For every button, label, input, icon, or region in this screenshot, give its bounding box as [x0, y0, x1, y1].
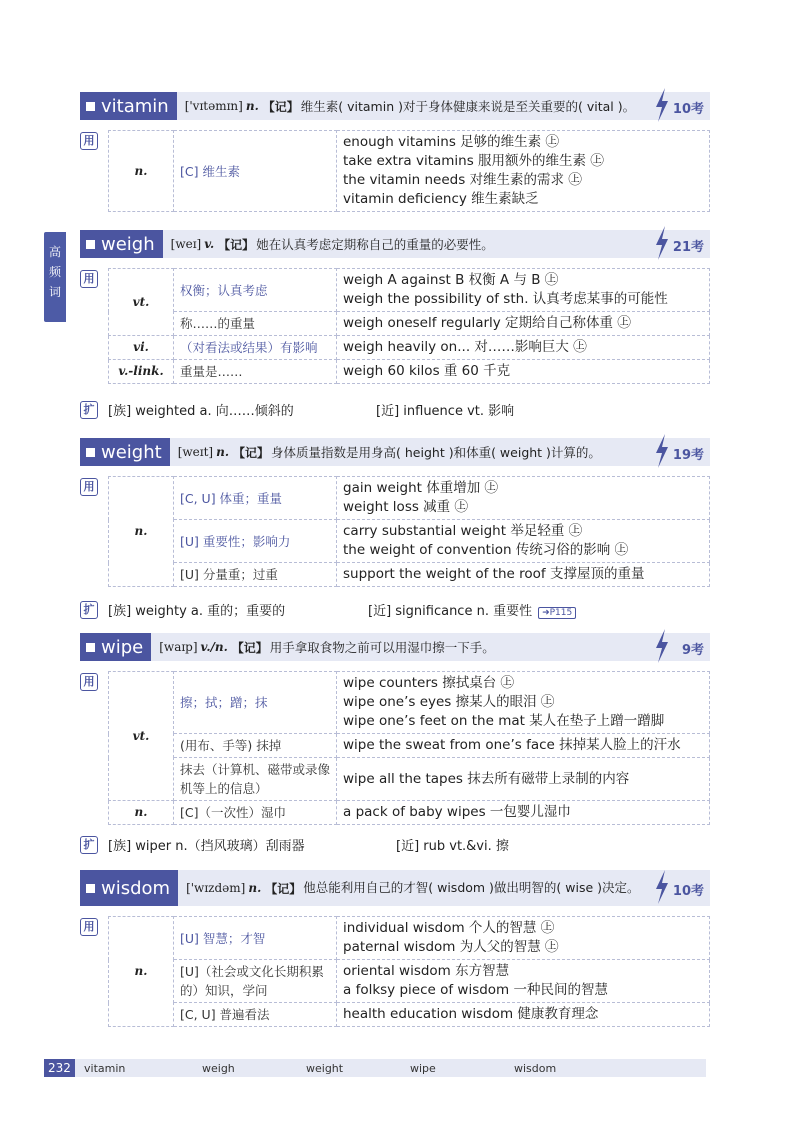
- entry-header: [80, 438, 710, 466]
- headword: weight: [80, 438, 170, 466]
- footer-word[interactable]: vitamin: [84, 1061, 126, 1075]
- extension-line: [80, 835, 710, 854]
- row-pos: n.: [109, 917, 174, 1027]
- row-examples: [337, 960, 710, 1003]
- table-row: [109, 801, 710, 825]
- pronunciation: ['wɪzdəm]: [186, 881, 246, 895]
- example: a pack of baby wipes 一包婴儿湿巾: [343, 804, 571, 820]
- footer-word[interactable]: weight: [306, 1061, 344, 1075]
- row-pos: vi.: [109, 336, 174, 360]
- row-meaning: （对看法或结果）有影响: [174, 336, 337, 360]
- usage-table: [108, 268, 710, 384]
- pronunciation: [waɪp]: [159, 640, 198, 654]
- usage-table: [108, 916, 710, 1027]
- headword: vitamin: [80, 92, 177, 120]
- example: carry substantial weight 举足轻重 ㊤: [343, 523, 583, 539]
- row-meaning: [C] 维生素: [174, 131, 337, 212]
- row-meaning: [C, U] 普遍看法: [174, 1003, 337, 1027]
- row-meaning: [U]（社会或文化长期积累的）知识，学问: [174, 960, 337, 1003]
- row-examples: [337, 269, 710, 312]
- lightning-icon: [654, 226, 670, 260]
- family-word: [族] weighty a. 重的；重要的: [108, 604, 286, 619]
- section-tab-label: 高频词: [48, 245, 61, 299]
- part-of-speech: n.: [245, 99, 259, 113]
- family-word: [族] weighted a. 向……倾斜的: [108, 404, 294, 419]
- usage-table: [108, 476, 710, 587]
- row-meaning: [U] 分量重；过重: [174, 563, 337, 587]
- table-row: [109, 563, 710, 587]
- table-row: [109, 672, 710, 734]
- exam-count: 10考: [672, 102, 704, 117]
- table-row: [109, 520, 710, 563]
- row-pos: n.: [109, 131, 174, 212]
- example: wipe counters 擦拭桌台 ㊤: [343, 675, 515, 691]
- table-row: [109, 917, 710, 960]
- table-row: [109, 758, 710, 801]
- usage-table: [108, 130, 710, 212]
- memo-tag: 【记】: [265, 881, 302, 896]
- exam-count: 10考: [672, 884, 704, 899]
- page-ref-badge[interactable]: ➜P115: [538, 607, 576, 619]
- example: take extra vitamins 服用额外的维生素 ㊤: [343, 153, 604, 169]
- row-meaning: 抹去（计算机、磁带或录像机等上的信息）: [174, 758, 337, 801]
- entry-weight: [80, 438, 710, 619]
- example: gain weight 体重增加 ㊤: [343, 480, 499, 496]
- row-meaning: 称……的重量: [174, 312, 337, 336]
- row-examples: [337, 734, 710, 758]
- extension-line: [80, 600, 710, 619]
- entry-header: [80, 230, 710, 258]
- row-meaning: [U] 重要性；影响力: [174, 520, 337, 563]
- example: support the weight of the roof 支撑屋顶的重量: [343, 566, 645, 582]
- memo-tag: 【记】: [218, 237, 255, 252]
- use-icon: 用: [80, 918, 98, 936]
- use-icon: 用: [80, 270, 98, 288]
- row-examples: [337, 1003, 710, 1027]
- example: paternal wisdom 为人父的智慧 ㊤: [343, 939, 559, 955]
- entry-header: [80, 870, 710, 906]
- lightning-icon: [654, 88, 670, 122]
- pronunciation: ['vɪtəmɪn]: [184, 99, 243, 113]
- table-row: [109, 734, 710, 758]
- example: vitamin deficiency 维生素缺乏: [343, 191, 539, 207]
- example: weigh heavily on... 对……影响巨大 ㊤: [343, 339, 587, 355]
- row-meaning: (用布、手等) 抹掉: [174, 734, 337, 758]
- row-pos: vt.: [109, 672, 174, 801]
- row-pos: n.: [109, 801, 174, 825]
- memo-text: 她在认真考虑定期称自己的重量的必要性。: [256, 237, 494, 252]
- table-row: [109, 1003, 710, 1027]
- page-footer: [44, 1059, 706, 1077]
- row-examples: [337, 917, 710, 960]
- pronunciation: [weɪt]: [177, 445, 214, 459]
- example: wipe the sweat from one’s face 抹掉某人脸上的汗水: [343, 737, 681, 753]
- extension-line: [80, 400, 710, 419]
- near-word: [近] rub vt.&vi. 擦: [396, 839, 509, 854]
- lightning-icon: [654, 870, 670, 904]
- extension-icon: 扩: [80, 601, 98, 619]
- use-icon: 用: [80, 478, 98, 496]
- memo-text: 维生素( vitamin )对于身体健康来说是至关重要的( vital )。: [300, 99, 636, 114]
- row-pos: vt.: [109, 269, 174, 336]
- entry-header: [80, 92, 710, 120]
- example: health education wisdom 健康教育理念: [343, 1006, 599, 1022]
- near-word: [近] influence vt. 影响: [376, 404, 515, 419]
- row-meaning: 权衡；认真考虑: [174, 269, 337, 312]
- headword: weigh: [80, 230, 163, 258]
- entry-vitamin: [80, 92, 710, 207]
- use-icon: 用: [80, 673, 98, 691]
- row-examples: [337, 360, 710, 384]
- table-row: [109, 360, 710, 384]
- row-examples: [337, 131, 710, 212]
- entry-weigh: [80, 230, 710, 419]
- example: weigh oneself regularly 定期给自己称体重 ㊤: [343, 315, 631, 331]
- exam-count: 21考: [672, 240, 704, 255]
- row-examples: [337, 520, 710, 563]
- exam-count: 19考: [672, 448, 704, 463]
- headword: wisdom: [80, 870, 178, 906]
- table-row: [109, 131, 710, 212]
- footer-word[interactable]: wisdom: [514, 1061, 557, 1075]
- example: a folksy piece of wisdom 一种民间的智慧: [343, 982, 609, 998]
- table-row: [109, 312, 710, 336]
- memo-tag: 【记】: [231, 640, 268, 655]
- example: enough vitamins 足够的维生素 ㊤: [343, 134, 559, 150]
- example: wipe one’s feet on the mat 某人在垫子上蹭一蹭脚: [343, 713, 665, 729]
- extension-icon: 扩: [80, 836, 98, 854]
- example: wipe all the tapes 抹去所有磁带上录制的内容: [343, 770, 630, 787]
- exam-count: 9考: [681, 643, 704, 658]
- memo-tag: 【记】: [233, 445, 270, 460]
- memo-text: 用手拿取食物之前可以用湿巾擦一下手。: [269, 640, 495, 655]
- row-pos: n.: [109, 477, 174, 587]
- table-row: [109, 960, 710, 1003]
- entry-wipe: [80, 633, 710, 854]
- row-meaning: 重量是……: [174, 360, 337, 384]
- memo-text: 身体质量指数是用身高( height )和体重( weight )计算的。: [271, 445, 601, 460]
- row-examples: [337, 758, 710, 801]
- example: the weight of convention 传统习俗的影响 ㊤: [343, 542, 629, 558]
- extension-icon: 扩: [80, 401, 98, 419]
- headword: wipe: [80, 633, 151, 661]
- row-examples: [337, 477, 710, 520]
- family-word: [族] wiper n.（挡风玻璃）刮雨器: [108, 839, 305, 854]
- pronunciation: [weɪ]: [170, 237, 202, 251]
- row-meaning: [C]（一次性）湿巾: [174, 801, 337, 825]
- example: wipe one’s eyes 擦某人的眼泪 ㊤: [343, 694, 555, 710]
- part-of-speech: v.: [204, 237, 215, 251]
- example: individual wisdom 个人的智慧 ㊤: [343, 920, 555, 936]
- lightning-icon: [654, 629, 670, 663]
- table-row: [109, 269, 710, 312]
- memo-text: 他总能利用自己的才智( wisdom )做出明智的( wise )决定。: [303, 880, 640, 895]
- entry-header: [80, 633, 710, 661]
- section-tab: [44, 232, 66, 322]
- memo-tag: 【记】: [262, 99, 299, 114]
- table-row: [109, 336, 710, 360]
- use-icon: 用: [80, 132, 98, 150]
- row-examples: [337, 563, 710, 587]
- row-examples: [337, 801, 710, 825]
- near-word-group: [368, 600, 576, 619]
- lightning-icon: [654, 434, 670, 468]
- row-meaning: 擦；拭；蹭；抹: [174, 672, 337, 734]
- example: weigh A against B 权衡 A 与 B ㊤: [343, 272, 559, 288]
- example: oriental wisdom 东方智慧: [343, 963, 510, 979]
- part-of-speech: v./n.: [200, 640, 228, 654]
- page-number: 232: [44, 1059, 75, 1077]
- example: weigh the possibility of sth. 认真考虑某事的可能性: [343, 291, 668, 307]
- row-meaning: [C, U] 体重；重量: [174, 477, 337, 520]
- part-of-speech: n.: [216, 445, 230, 459]
- row-examples: [337, 336, 710, 360]
- footer-word[interactable]: wipe: [410, 1061, 436, 1075]
- usage-table: [108, 671, 710, 825]
- row-examples: [337, 312, 710, 336]
- footer-word[interactable]: weigh: [202, 1061, 235, 1075]
- example: the vitamin needs 对维生素的需求 ㊤: [343, 172, 582, 188]
- table-row: [109, 477, 710, 520]
- entry-wisdom: [80, 870, 710, 1022]
- part-of-speech: n.: [248, 881, 262, 895]
- example: weigh 60 kilos 重 60 千克: [343, 363, 511, 379]
- near-word: [近] significance n. 重要性: [368, 604, 533, 619]
- row-pos: v.-link.: [109, 360, 174, 384]
- row-meaning: [U] 智慧；才智: [174, 917, 337, 960]
- row-examples: [337, 672, 710, 734]
- example: weight loss 减重 ㊤: [343, 499, 468, 515]
